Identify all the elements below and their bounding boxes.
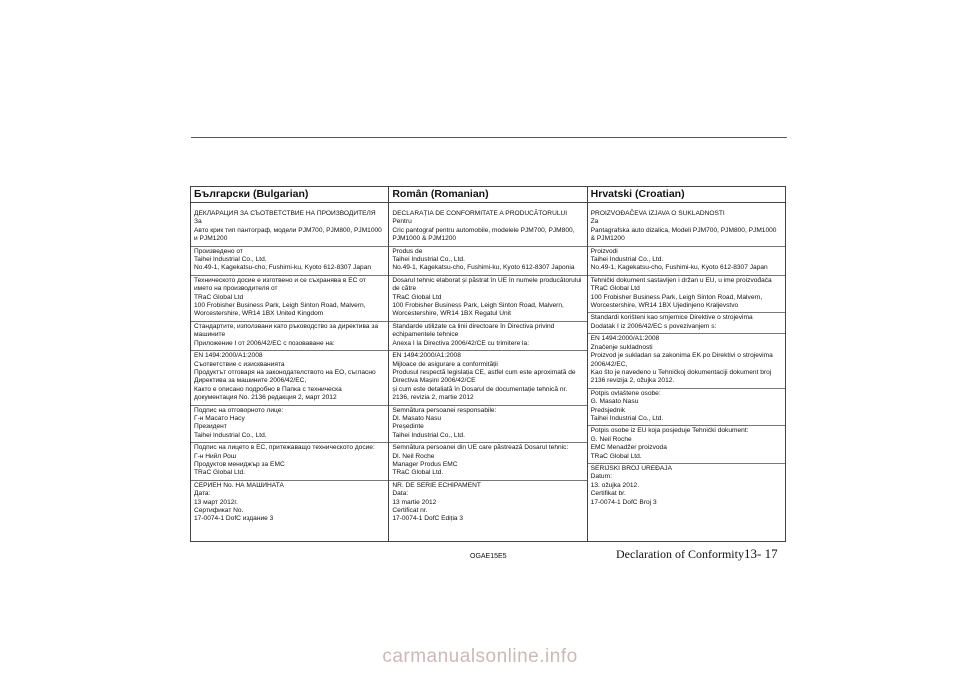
declaration-section <box>389 203 586 246</box>
declaration-line: Certifikat br. <box>590 490 626 498</box>
declaration-line: 17-0074-1 DofC Ediția 3 <box>392 515 464 523</box>
declaration-line: Produsul respectă legislația CE, astfel cum este aproximată de Directiva Mașini 2006/42/CE <box>392 368 576 385</box>
declaration-line: Авто крик тип пантограф, модели PJM700, PJM800, PJM1000 и PJM1200 <box>194 226 382 243</box>
page-number: 13- 17 <box>744 546 778 561</box>
declaration-section <box>191 203 388 246</box>
declaration-line: 17-0074-1 DofC Broj 3 <box>590 498 657 506</box>
declaration-line: 13 март 2012г. <box>194 498 238 506</box>
declaration-section <box>389 405 586 443</box>
declaration-line: 13. ožujka 2012. <box>590 481 640 489</box>
declaration-line: Произведено от <box>194 247 243 255</box>
declaration-section <box>588 203 785 246</box>
declaration-line: PROIZVOĐAČEVA IZJAVA O SUKLADNOSTI <box>590 210 725 217</box>
declaration-section <box>588 388 785 426</box>
declaration-line: Г-н Масато Насу <box>194 414 245 422</box>
declaration-line: Proizvod je sukladan sa zakonima EK po Direktivi o strojevima 2006/42/EC, <box>590 352 773 368</box>
declaration-line: Dl. Neil Roche <box>392 452 435 460</box>
declaration-line: 100 Frobisher Business Park, Leigh Sinton Road, Malvern, Worcestershire, WR14 1BX Regatul Unit <box>392 302 564 318</box>
column-heading: Român (Romanian) <box>389 187 586 203</box>
declaration-section <box>588 246 785 275</box>
declaration-section <box>389 480 586 526</box>
declaration-line: Semnătura persoanei responsabile: <box>392 406 497 414</box>
declaration-line: TRaC Global Ltd. <box>194 469 245 477</box>
declaration-line: TRaC Global Ltd. <box>392 469 444 477</box>
declaration-line: EN 1494:2000/A1:2008 <box>392 352 461 360</box>
declaration-line: Data: <box>392 490 409 498</box>
declaration-line: Съответствие с изискванията <box>194 360 285 368</box>
declaration-line: Taihei Industrial Co., Ltd. <box>194 256 267 264</box>
declaration-line: Сертификат No. <box>194 507 244 514</box>
declaration-line: Taihei Industrial Co., Ltd. <box>590 256 664 264</box>
declaration-line: ДЕКЛАРАЦИЯ ЗА СЪОТВЕТСТВИЕ НА ПРОИЗВОДИТЕЛЯ <box>194 210 376 217</box>
declaration-line: NR. DE SERIE ECHIPAMENT <box>392 481 481 489</box>
declaration-line: Taihei Industrial Co., Ltd. <box>590 414 664 422</box>
declaration-line: Datum: <box>590 473 612 481</box>
declaration-line: G. Neil Roche <box>590 435 632 443</box>
declaration-line: Značenje sukladnosti <box>590 343 653 351</box>
declaration-line: Dosarul tehnic elaborat și păstrat în UE în numele producătorului de către <box>392 276 582 293</box>
declaration-line: Semnătura persoanei din UE care păstrează Dosarul tehnic: <box>392 444 569 452</box>
declaration-line: Подпис на отговорното лице: <box>194 406 284 414</box>
declaration-line: Președinte <box>392 423 424 431</box>
declaration-line: Dl. Masato Nasu <box>392 414 442 422</box>
declaration-line: Potpis osobe iz EU koja posjeduje Tehnički dokument: <box>590 427 749 435</box>
declaration-section <box>389 275 586 321</box>
declaration-line: Dodatak I iz 2006/42/EC s povezivanjem s: <box>590 322 717 330</box>
declaration-section <box>389 246 586 275</box>
declaration-line: 13 martie 2012 <box>392 498 437 506</box>
declaration-line: Predsjednik <box>590 406 626 414</box>
declaration-section <box>191 246 388 275</box>
declaration-line: Manager Produs EMC <box>392 460 458 468</box>
declaration-line: Standardi korišteni kao smjernice Direktive o strojevima <box>590 314 753 322</box>
declaration-section <box>191 350 388 404</box>
declaration-line: No.49-1, Kagekatsu-cho, Fushimi-ku, Kyoto 612-8307 Japonia <box>392 264 575 272</box>
declaration-line: G. Masato Nasu <box>590 398 639 406</box>
declaration-line: Taihei Industrial Co., Ltd. <box>392 256 465 264</box>
declaration-line: Za <box>590 218 599 226</box>
declaration-line: EN 1494:2000/A1:2008 <box>194 352 263 360</box>
declaration-section <box>389 350 586 404</box>
declaration-line: Pentru <box>392 218 412 226</box>
declaration-line: EN 1494:2000/A1:2008 <box>590 335 660 343</box>
declaration-line: 17-0074-1 DofC издание 3 <box>194 515 274 523</box>
declaration-line: Kao što je navedeno u Tehničkoj dokumentaciji dokument broj 2136 revizija 2, ožujka 2012. <box>590 368 772 385</box>
declaration-line: Produs de <box>392 247 423 255</box>
declaration-section <box>588 275 785 313</box>
declaration-line: No.49-1, Kagekatsu-cho, Fushimi-ku, Kyoto 612-8307 Japan <box>194 264 372 272</box>
language-column <box>388 187 586 541</box>
declaration-line: 100 Frobisher Business Park, Leigh Sinton Road, Malvern, Worcestershire, WR14 1BX United Kingdom <box>194 302 366 318</box>
watermark: carmanualsonline.info <box>382 646 578 667</box>
declaration-section <box>191 442 388 480</box>
declaration-line: Taihei Industrial Co., Ltd. <box>392 431 465 439</box>
declaration-line: și cum este detaliată în Dosarul de documentație tehnică nr. 2136, revizia 2, martie 2012 <box>392 385 568 402</box>
declaration-line: Taihei Industrial Co., Ltd. <box>194 431 267 439</box>
declaration-section <box>588 312 785 333</box>
declaration-line: Proizvodi <box>590 247 618 255</box>
declaration-line: Standarde utilizate ca linii directoare în Directiva privind echipamentele tehnice <box>392 322 555 339</box>
declaration-line: Certificat nr. <box>392 507 428 514</box>
declaration-line: Mijloace de asigurare a conformității <box>392 360 498 368</box>
declaration-line: Приложение I от 2006/42/ЕС с позоваване на: <box>194 339 335 347</box>
declaration-section <box>191 321 388 350</box>
declaration-section <box>389 442 586 480</box>
declaration-line: DECLARAȚIA DE CONFORMITATE A PRODUCĂTORULUI <box>392 210 568 217</box>
declaration-line: Anexa I la Directiva 2006/42/CE cu trimitere la: <box>392 339 530 347</box>
declaration-line: За <box>194 218 202 226</box>
declaration-line: TRaC Global Ltd. <box>590 452 642 460</box>
declaration-line: 100 Frobisher Business Park, Leigh Sinton Road, Malvern, Worcestershire, WR14 1BX Ujedinjeno Kraljevstvo <box>590 293 763 310</box>
declaration-line: Техническото досие е изготвено и се съхранява в ЕС от името на производителя от <box>194 276 366 293</box>
declaration-line: SERIJSKI BROJ UREĐAJA <box>590 464 672 472</box>
declaration-line: TRaC Global Ltd <box>194 293 244 301</box>
declaration-section <box>588 333 785 387</box>
declaration-line: Cric pantograf pentru automobile, modelele PJM700, PJM800, PJM1000 & PJM1200 <box>392 226 575 243</box>
declaration-section <box>588 463 785 509</box>
language-column <box>191 187 388 541</box>
declaration-line: No.49-1, Kagekatsu-cho, Fushimi-ku, Kyoto 612-8307 Japan <box>590 264 768 272</box>
declaration-line: Pantagrafska auto dizalica, Modeli PJM700, PJM800, PJM1000 & PJM1200 <box>590 226 777 243</box>
declaration-line: Стандартите, използвани като ръководство за директива за машините <box>194 322 379 339</box>
declaration-section <box>389 321 586 350</box>
declaration-line: Tehnički dokument sastavljen i držan u EU, u ime proizvođača <box>590 276 772 284</box>
declaration-table <box>190 186 786 542</box>
declaration-line: Както е описано подробно в Папка с техническа документация No. 2136 редакция 2, март 2012 <box>194 385 342 402</box>
column-heading: Български (Bulgarian) <box>191 187 388 203</box>
declaration-line: Президент <box>194 423 227 431</box>
declaration-section <box>588 425 785 463</box>
header-rule <box>191 137 787 138</box>
declaration-line: TRaC Global Ltd <box>590 285 640 293</box>
declaration-line: TRaC Global Ltd <box>392 293 442 301</box>
declaration-line: Г-н Нийл Рош <box>194 452 237 460</box>
declaration-section <box>191 275 388 321</box>
declaration-line: Дата: <box>194 490 211 498</box>
declaration-section <box>191 405 388 443</box>
declaration-line: Продуктов мениджър за ЕМС <box>194 460 285 468</box>
declaration-line: EMC Menadžer proizvoda <box>590 444 667 452</box>
declaration-line: Продуктът отговаря на законодателството на ЕО, съгласно Директива за машините 2006/42/ЕС, <box>194 368 376 385</box>
column-heading: Hrvatski (Croatian) <box>588 187 785 203</box>
document-code: OGAE15E5 <box>470 553 507 560</box>
language-column <box>587 187 785 541</box>
declaration-line: Подпис на лицето в ЕС, притежаващо техническото досие: <box>194 444 375 452</box>
declaration-section <box>191 480 388 526</box>
declaration-line: СЕРИЕН No. НА МАШИНАТА <box>194 481 284 489</box>
declaration-line: Potpis ovlaštene osobe: <box>590 389 661 397</box>
footer-title: Declaration of Conformity <box>616 547 744 561</box>
